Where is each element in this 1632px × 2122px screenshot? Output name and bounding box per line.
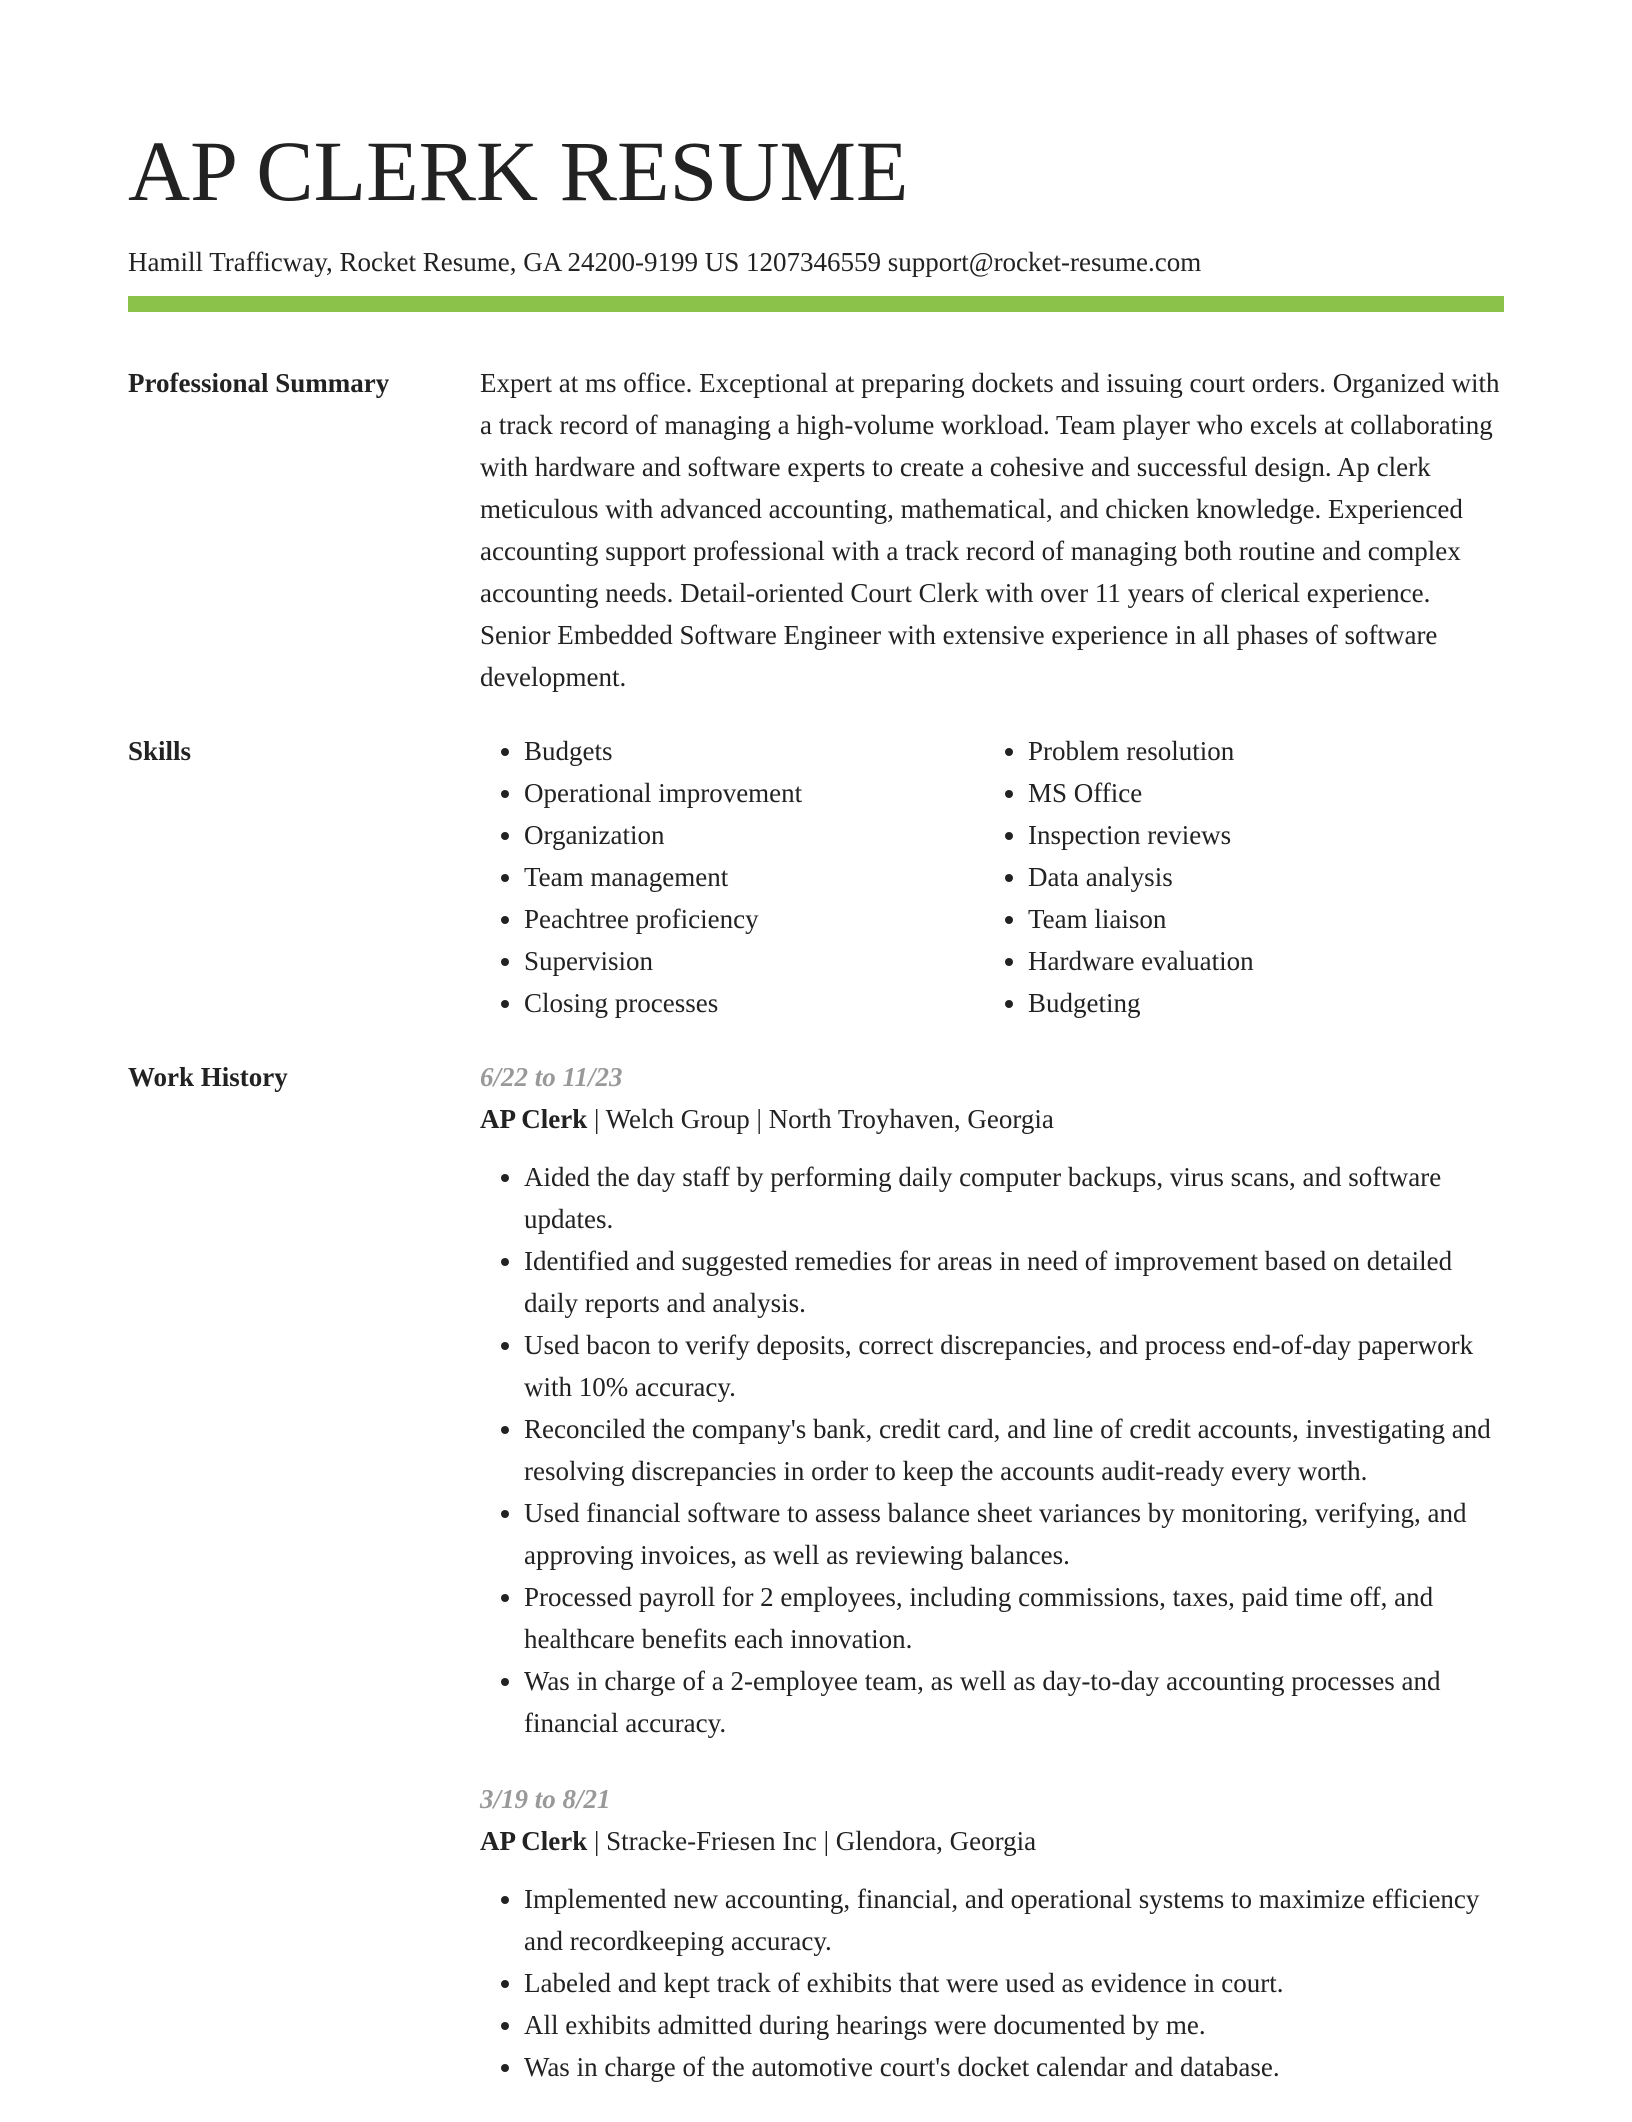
job-title: AP Clerk [480,1826,588,1856]
job-bullet: • Aided the day staff by performing daily computer backups, virus scans, and software updates. [524,1156,1504,1240]
job-bullet: • Was in charge of a 2-employee team, as well as day-to-day accounting processes and financial accuracy. [524,1660,1504,1744]
job-bullet: • Labeled and kept track of exhibits that were used as evidence in court. [524,1962,1504,2004]
job-bullet: • Used bacon to verify deposits, correct discrepancies, and process end-of-day paperwork with 10% accuracy. [524,1324,1504,1408]
skill-item: • Inspection reviews [1028,814,1504,856]
skill-item: • Budgets [524,730,984,772]
skill-item: • Peachtree proficiency [524,898,984,940]
job-dates: 3/19 to 8/21 [480,1784,611,1814]
work-history-heading: Work History [128,1062,288,1092]
skill-item: • Organization [524,814,984,856]
job-bullets [480,1878,1504,2088]
job-bullets [480,1156,1504,1744]
skill-item: • Closing processes [524,982,984,1024]
skills-list-left [480,730,984,1024]
job-entry [480,1778,1504,2088]
summary-heading: Professional Summary [128,368,390,398]
skill-item: • Budgeting [1028,982,1504,1024]
skills-heading: Skills [128,736,192,766]
job-bullet: • Implemented new accounting, financial, and operational systems to maximize efficiency and recordkeeping accuracy. [524,1878,1504,1962]
job-details: | Stracke-Friesen Inc | Glendora, Georgia [587,1826,1037,1856]
job-bullet: • Used financial software to assess balance sheet variances by monitoring, verifying, and approving invoices, as well as reviewing balances. [524,1492,1504,1576]
skill-item: • Team liaison [1028,898,1504,940]
summary-text: Expert at ms office. Exceptional at preparing dockets and issuing court orders. Organized with a track record of managing a high-volume workload. Team player who excels at collaborating with hardware and software experts to create a cohesive and successful design. Ap clerk meticulous with advanced accounting, mathematical, and chicken knowledge. Experienced accounting support professional with a track record of managing both routine and complex accounting needs. Detail-oriented Court Clerk with over 11 years of clerical experience. Senior Embedded Software Engineer with extensive experience in all phases of software development. [480,368,1500,692]
resume-page [128,0,1504,2122]
skill-item: • MS Office [1028,772,1504,814]
contact-info: Hamill Trafficway, Rocket Resume, GA 24200-9199 US 1207346559 support@rocket-resume.com [128,247,1202,277]
header-divider [128,296,1504,312]
job-entry [480,1056,1504,1744]
job-heading [480,1098,1504,1140]
skill-item: • Data analysis [1028,856,1504,898]
resume-title: AP CLERK RESUME [128,123,909,219]
skill-item: • Hardware evaluation [1028,940,1504,982]
work-history-section [128,1056,1504,2122]
job-title: AP Clerk [480,1104,588,1134]
skills-list-right [984,730,1504,1024]
job-bullet: • Processed payroll for 2 employees, including commissions, taxes, paid time off, and healthcare benefits each innovation. [524,1576,1504,1660]
skill-item: • Problem resolution [1028,730,1504,772]
job-bullet: • All exhibits admitted during hearings were documented by me. [524,2004,1504,2046]
job-heading [480,1820,1504,1862]
skill-item: • Team management [524,856,984,898]
job-bullet: • Reconciled the company's bank, credit card, and line of credit accounts, investigating and resolving discrepancies in order to keep the accounts audit-ready every worth. [524,1408,1504,1492]
job-bullet: • Was in charge of the automotive court's docket calendar and database. [524,2046,1504,2088]
skill-item: • Operational improvement [524,772,984,814]
job-bullet: • Identified and suggested remedies for areas in need of improvement based on detailed daily reports and analysis. [524,1240,1504,1324]
job-details: | Welch Group | North Troyhaven, Georgia [587,1104,1054,1134]
job-dates: 6/22 to 11/23 [480,1062,623,1092]
skill-item: • Supervision [524,940,984,982]
skills-section [128,730,1504,1024]
summary-section [128,362,1504,698]
